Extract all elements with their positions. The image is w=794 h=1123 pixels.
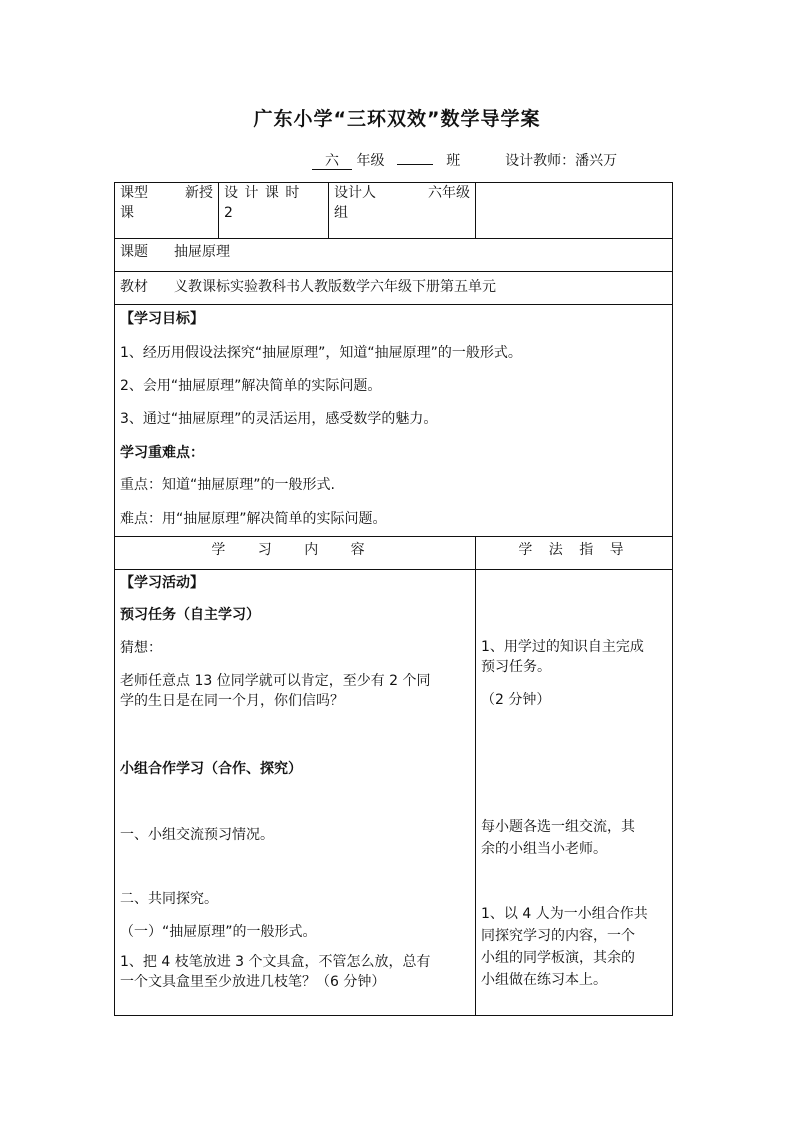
lesson-type-suffix: 课	[120, 205, 134, 221]
guide-3-line-2: 同探究学习的内容，一个	[481, 928, 635, 944]
goal-item-3: 3、通过“抽屉原理”的灵活运用，感受数学的魅力。	[120, 411, 438, 427]
guide-cell	[476, 570, 673, 1016]
topic-label: 课题	[120, 244, 148, 260]
activity-cell	[115, 570, 476, 1016]
goals-heading: 【学习目标】	[120, 311, 204, 327]
goals-cell	[115, 305, 673, 537]
guess-label: 猜想：	[120, 640, 162, 656]
topic-value: 抽屉原理	[174, 244, 230, 260]
lesson-type-value: 新授	[185, 185, 213, 201]
key-point: 重点：知道“抽屉原理”的一般形式.	[120, 477, 335, 493]
step-2: 二、共同探究。	[120, 891, 218, 907]
lesson-designer-value: 六年级	[428, 185, 470, 201]
lesson-designer-cell	[329, 183, 476, 239]
keypoints-heading: 学习重难点：	[120, 445, 204, 461]
lesson-designer-label: 设计人	[334, 185, 376, 201]
activity-row	[115, 570, 673, 1016]
page-title: 广东小学“三环双效”数学导学案	[253, 108, 541, 130]
preview-heading: 预习任务（自主学习）	[120, 607, 260, 623]
designer-name: 潘兴万	[575, 153, 618, 169]
topic-cell	[115, 239, 673, 272]
goals-row	[115, 305, 673, 537]
class-label: 班	[446, 153, 461, 169]
textbook-row	[115, 272, 673, 305]
column-header-row	[115, 537, 673, 570]
guide-1-line-2: 预习任务。	[481, 659, 551, 675]
guide-3-line-4: 小组做在练习本上。	[481, 972, 607, 988]
content-column-header	[115, 537, 476, 570]
lesson-plan-table	[114, 182, 673, 1016]
activity-heading: 【学习活动】	[120, 575, 204, 591]
guide-column-label: 学 法 指 导	[518, 542, 630, 558]
step-1: 一、小组交流预习情况。	[120, 827, 274, 843]
guide-3-line-1: 1、以 4 人为一小组合作共	[481, 906, 648, 922]
question-1-line-1: 1、把 4 枝笔放进 3 个文具盒，不管怎么放，总有	[120, 954, 431, 970]
lesson-hours-value: 2	[224, 205, 233, 221]
guide-column-header	[476, 537, 673, 570]
group-study-heading: 小组合作学习（合作、探究）	[120, 761, 302, 777]
info-blank-cell	[476, 183, 673, 239]
textbook-cell	[115, 272, 673, 305]
content-column-label: 学 习 内 容	[211, 542, 379, 558]
guess-text-line-1: 老师任意点 13 位同学就可以肯定，至少有 2 个同	[120, 673, 431, 689]
goal-item-2: 2、会用“抽屉原理”解决简单的实际问题。	[120, 378, 382, 394]
guide-3-line-3: 小组的同学板演，其余的	[481, 950, 635, 966]
lesson-type-cell	[115, 183, 219, 239]
textbook-value: 义教课标实验教科书人教版数学六年级下册第五单元	[174, 279, 496, 295]
sub-section-1: （一）“抽屉原理”的一般形式。	[120, 924, 317, 940]
textbook-label: 教材	[120, 279, 148, 295]
designer-label: 设计教师：	[505, 153, 576, 169]
lesson-hours-cell	[219, 183, 329, 239]
lesson-designer-suffix: 组	[334, 205, 348, 221]
topic-row	[115, 239, 673, 272]
guide-1-line-1: 1、用学过的知识自主完成	[481, 639, 644, 655]
grade-value: 六	[312, 153, 352, 170]
lesson-type-label: 课型	[120, 185, 148, 201]
grade-label: 年级	[356, 153, 385, 169]
lesson-hours-label: 设 计 课 时	[224, 185, 301, 201]
class-value	[397, 164, 433, 165]
info-row	[115, 183, 673, 239]
guide-2-line-2: 余的小组当小老师。	[481, 841, 607, 857]
subheader	[312, 150, 617, 170]
goal-item-1: 1、经历用假设法探究“抽屉原理”，知道“抽屉原理”的一般形式。	[120, 345, 522, 361]
guide-2-line-1: 每小题各选一组交流，其	[481, 819, 635, 835]
guess-text-line-2: 学的生日是在同一个月，你们信吗？	[120, 693, 344, 709]
question-1-line-2: 一个文具盒里至少放进几枝笔？（6 分钟）	[120, 974, 386, 990]
guide-1-time: （2 分钟）	[481, 692, 551, 708]
difficult-point: 难点：用“抽屉原理”解决简单的实际问题。	[120, 511, 387, 527]
